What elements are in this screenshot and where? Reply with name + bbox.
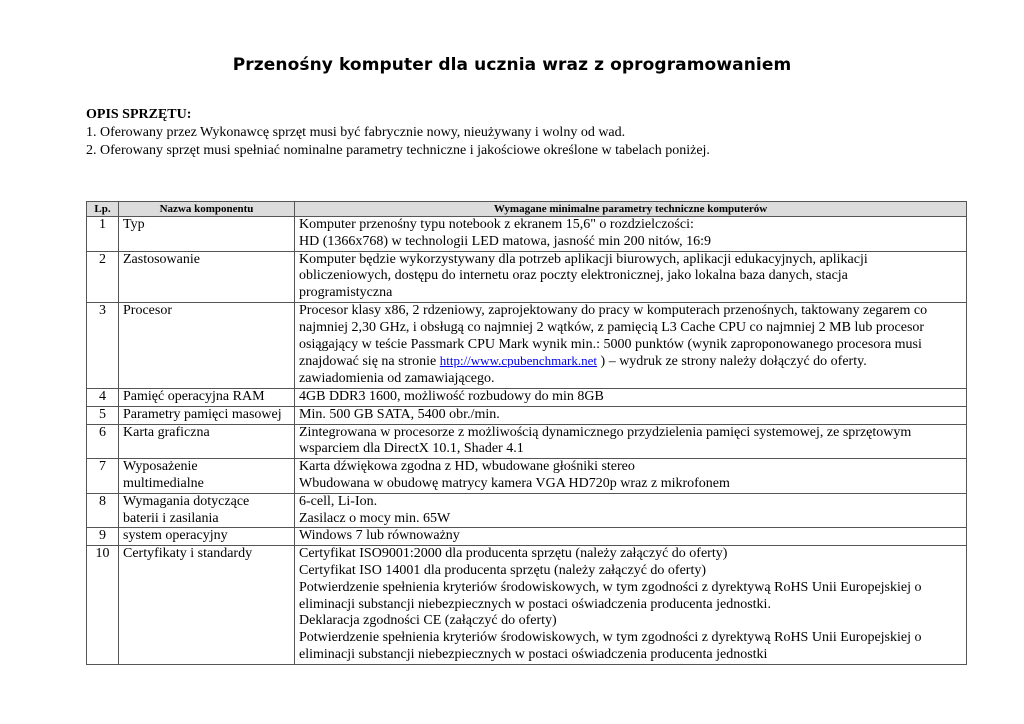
header-requirements: Wymagane minimalne parametry techniczne komputerów bbox=[295, 202, 967, 217]
component-name bbox=[119, 493, 295, 528]
requirement-line: Certyfikat ISO9001:2000 dla producenta sprzętu (należy załączyć do oferty) bbox=[299, 546, 728, 562]
table-row bbox=[87, 388, 967, 406]
row-number: 3 bbox=[87, 302, 119, 388]
component-requirements bbox=[295, 528, 967, 546]
row-number: 4 bbox=[87, 388, 119, 406]
requirement-line: 6-cell, Li-Ion. bbox=[299, 493, 378, 509]
row-number: 7 bbox=[87, 459, 119, 494]
component-requirements bbox=[295, 388, 967, 406]
table-row bbox=[87, 459, 967, 494]
header-component-name: Nazwa komponentu bbox=[119, 202, 295, 217]
component-requirements bbox=[295, 493, 967, 528]
header-lp: Lp. bbox=[87, 202, 119, 217]
table-row bbox=[87, 251, 967, 302]
requirement-line: programistyczna bbox=[299, 285, 393, 301]
component-requirements bbox=[295, 251, 967, 302]
component-requirements bbox=[295, 302, 967, 388]
component-name: Typ bbox=[119, 217, 295, 252]
table-row bbox=[87, 546, 967, 665]
link-prefix-text: znajdować się na stronie bbox=[299, 354, 440, 370]
requirement-line: eliminacji substancji niebezpiecznych w postaci oświadczenia producenta jednostki. bbox=[299, 596, 771, 612]
requirement-line: najmniej 2,30 GHz, i obsługą co najmniej 2 wątków, z pamięcią L3 Cache CPU co najmniej 2 MB lub procesor bbox=[299, 319, 925, 335]
component-name: Zastosowanie bbox=[119, 251, 295, 302]
component-requirements bbox=[295, 546, 967, 665]
table-row bbox=[87, 217, 967, 252]
component-requirements bbox=[295, 406, 967, 424]
requirement-line: Komputer przenośny typu notebook z ekranem 15,6" o rozdzielczości: bbox=[299, 217, 694, 232]
table-row bbox=[87, 493, 967, 528]
requirement-line bbox=[299, 353, 962, 371]
requirement-line: Certyfikat ISO 14001 dla producenta sprzętu (należy załączyć do oferty) bbox=[299, 562, 706, 578]
document-title: Przenośny komputer dla ucznia wraz z oprogramowaniem bbox=[232, 55, 792, 75]
requirement-line: Windows 7 lub równoważny bbox=[299, 528, 460, 544]
requirement-point-1: 1. Oferowany przez Wykonawcę sprzęt musi być fabrycznie nowy, nieużywany i wolny od wad. bbox=[86, 125, 626, 140]
table-header-row bbox=[87, 202, 967, 217]
component-name-line: multimedialne bbox=[123, 475, 204, 491]
requirement-line: Procesor klasy x86, 2 rdzeniowy, zaprojektowany do pracy w komputerach przenośnych, taktowany zegarem co bbox=[299, 302, 928, 318]
row-number: 6 bbox=[87, 424, 119, 459]
requirement-line: Deklaracja zgodności CE (załączyć do oferty) bbox=[299, 613, 557, 629]
requirement-line: wsparciem dla DirectX 10.1, Shader 4.1 bbox=[299, 441, 524, 457]
requirement-line: zawiadomienia od zamawiającego. bbox=[299, 371, 495, 387]
row-number: 9 bbox=[87, 528, 119, 546]
equipment-description bbox=[86, 106, 986, 160]
requirement-line: Karta dźwiękowa zgodna z HD, wbudowane głośniki stereo bbox=[299, 459, 635, 475]
requirement-line: HD (1366x768) w technologii LED matowa, jasność min 200 nitów, 16:9 bbox=[299, 233, 712, 249]
row-number: 10 bbox=[87, 546, 119, 665]
component-requirements bbox=[295, 459, 967, 494]
requirement-point-2: 2. Oferowany sprzęt musi spełniać nominalne parametry techniczne i jakościowe określone w tabelach poniżej. bbox=[86, 143, 710, 158]
requirement-line: osiągający w teście Passmark CPU Mark wynik min.: 5000 punktów (wynik zaproponowanego procesora musi bbox=[299, 336, 922, 352]
component-requirements bbox=[295, 424, 967, 459]
component-name: Certyfikaty i standardy bbox=[119, 546, 295, 665]
component-name: Procesor bbox=[119, 302, 295, 388]
requirement-line: Wbudowana w obudowę matrycy kamera VGA HD720p wraz z mikrofonem bbox=[299, 475, 730, 491]
component-name: Pamięć operacyjna RAM bbox=[119, 388, 295, 406]
table-row bbox=[87, 302, 967, 388]
table-row bbox=[87, 406, 967, 424]
row-number: 2 bbox=[87, 251, 119, 302]
requirement-line: Min. 500 GB SATA, 5400 obr./min. bbox=[299, 406, 500, 422]
row-number: 5 bbox=[87, 406, 119, 424]
row-number: 1 bbox=[87, 217, 119, 252]
component-name-line: baterii i zasilania bbox=[123, 510, 219, 526]
requirement-line: 4GB DDR3 1600, możliwość rozbudowy do min 8GB bbox=[299, 388, 604, 404]
requirement-line: Zintegrowana w procesorze z możliwością dynamicznego przydzielenia pamięci systemowej, ze sprzętowym bbox=[299, 424, 912, 440]
section-heading: OPIS SPRZĘTU: bbox=[86, 107, 192, 122]
component-name-line: Wymagania dotyczące bbox=[123, 493, 250, 509]
cpubenchmark-link[interactable]: http://www.cpubenchmark.net bbox=[439, 353, 598, 369]
component-name: Karta graficzna bbox=[119, 424, 295, 459]
link-suffix-text: ) – wydruk ze strony należy dołączyć do oferty. bbox=[597, 354, 867, 370]
component-name-line: Wyposażenie bbox=[123, 459, 198, 475]
requirement-line: Komputer będzie wykorzystywany dla potrzeb aplikacji biurowych, aplikacji edukacyjnych, aplikacji bbox=[299, 251, 868, 267]
requirement-line: eliminacji substancji niebezpiecznych w postaci oświadczenia producenta jednostki bbox=[299, 646, 768, 662]
requirement-line: Zasilacz o mocy min. 65W bbox=[299, 510, 451, 526]
component-name bbox=[119, 459, 295, 494]
specification-table bbox=[86, 201, 967, 665]
component-name: Parametry pamięci masowej bbox=[119, 406, 295, 424]
table-row bbox=[87, 528, 967, 546]
table-row bbox=[87, 424, 967, 459]
row-number: 8 bbox=[87, 493, 119, 528]
requirement-line: Potwierdzenie spełnienia kryteriów środowiskowych, w tym zgodności z dyrektywą RoHS Unii Europejskiej o bbox=[299, 630, 922, 646]
component-name: system operacyjny bbox=[119, 528, 295, 546]
requirement-line: obliczeniowych, dostępu do internetu oraz poczty elektronicznej, jako lokalna baza danych, stacja bbox=[299, 268, 848, 284]
requirement-line: Potwierdzenie spełnienia kryteriów środowiskowych, w tym zgodności z dyrektywą RoHS Unii Europejskiej o bbox=[299, 579, 922, 595]
component-requirements bbox=[295, 217, 967, 252]
